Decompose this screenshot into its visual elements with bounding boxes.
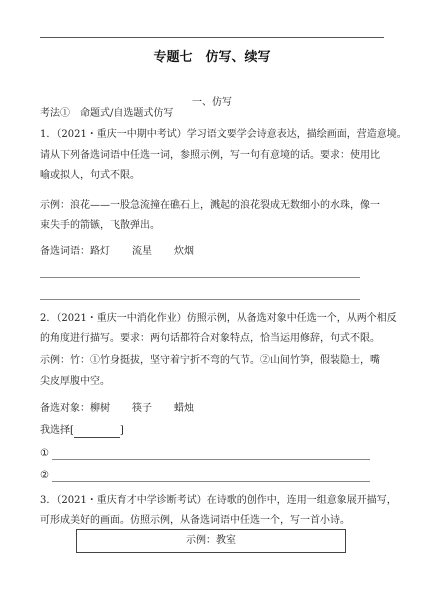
q2-line-1: 2．（2021・重庆一中消化作业）仿照示例，从备选对象中任选一个，从两个相反: [40, 313, 397, 324]
q2-marker-2: ②: [40, 470, 49, 481]
q3-example-box: 示例：教室: [76, 529, 346, 553]
q2-choice-blank[interactable]: [74, 427, 120, 438]
q2-object-3: 蜡烛: [174, 403, 194, 414]
q2-choose-label: 我选择[: [40, 425, 74, 436]
q2-choice-row: [40, 424, 124, 438]
q2-example-2: 尖皮厚腹中空。: [40, 376, 110, 387]
q2-objects-label: 备选对象：: [40, 403, 90, 414]
q2-object-list: [40, 402, 194, 416]
q1-word-2: 流星: [132, 246, 152, 257]
q1-answer-line-1[interactable]: [40, 277, 360, 278]
q1-line-1: 1．（2021・重庆一中期中考试）学习语文要学会诗意表达，描绘画面，营造意境。: [40, 129, 407, 140]
q1-line-2: 请从下列备选词语中任选一词，参照示例，写一句有意境的话。要求：使用比: [40, 150, 380, 161]
q1-words-label: 备选词语：: [40, 246, 90, 257]
page-title: 专题七 仿写、续写: [153, 50, 271, 65]
q1-line-3: 喻或拟人，句式不限。: [40, 170, 140, 181]
q2-choose-close: ]: [119, 425, 124, 436]
q3-line-1: 3．（2021・重庆育才中学诊断考试）在诗歌的创作中，连用一组意象展开描写，: [40, 495, 397, 506]
section-heading: 一、仿写: [192, 97, 232, 108]
q1-answer-line-2[interactable]: [40, 299, 360, 300]
header-rule: [40, 37, 384, 38]
method-label: 考法① 命题式/自选题式仿写: [40, 108, 174, 119]
q1-example-1: 示例：浪花——一股急流撞在礁石上，溅起的浪花裂成无数细小的水珠，像一: [40, 200, 380, 211]
q2-object-2: 筷子: [132, 403, 152, 414]
q1-word-list: [40, 245, 194, 259]
q3-line-2: 可形成美好的画面。仿照示例，从备选词语中任选一个，写一首小诗。: [40, 515, 350, 526]
q2-line-2: 的角度进行描写。要求：两句话都符合对象特点，恰当运用修辞，句式不限。: [40, 333, 380, 344]
q1-word-1: 路灯: [90, 246, 110, 257]
q1-example-2: 束失手的箭镞，飞散弹出。: [40, 220, 160, 231]
q2-answer-line-2[interactable]: [52, 481, 370, 482]
q2-example-1: 示例：竹：①竹身挺拔，坚守着宁折不弯的气节。②山间竹笋，假装隐士，嘴: [40, 355, 380, 366]
q2-object-1: 柳树: [90, 403, 110, 414]
q2-marker-1: ①: [40, 448, 49, 459]
q2-answer-line-1[interactable]: [52, 459, 370, 460]
q1-word-3: 炊烟: [174, 246, 194, 257]
